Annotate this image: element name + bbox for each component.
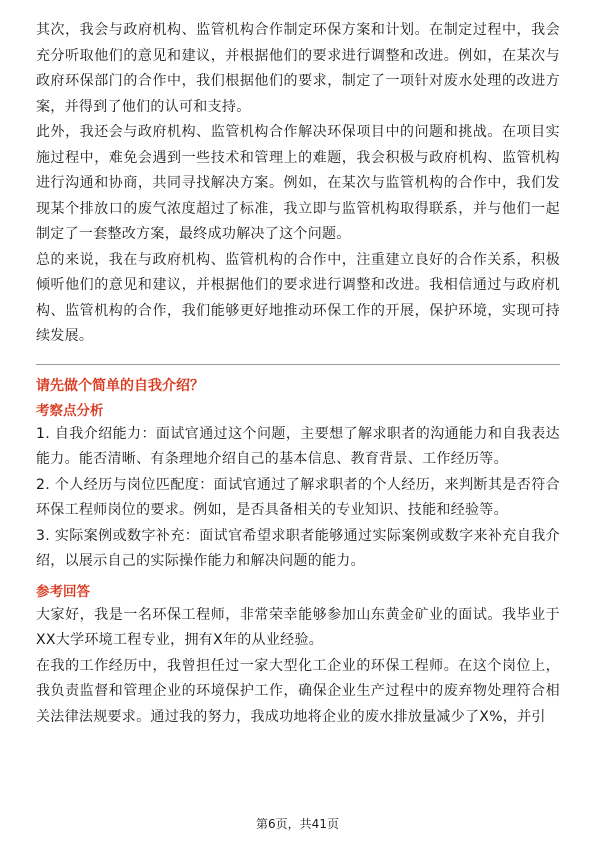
body-paragraph: 其次，我会与政府机构、监管机构合作制定环保方案和计划。在制定过程中，我会充分听取他们的意见和建议，并根据他们的要求进行调整和改进。例如，在某次与政府环保部门的合作中，我们根据他们的要求，制定了一项针对废水处理的改进方案，并得到了他们的认可和支持。	[36, 22, 560, 115]
document-page	[36, 18, 560, 730]
answer-heading: 参考回答	[36, 583, 90, 600]
analysis-heading: 考察点分析	[36, 402, 104, 419]
answer-paragraph: 在我的工作经历中，我曾担任过一家大型化工企业的环保工程师。在这个岗位上，我负责监督和管理企业的环境保护工作，确保企业生产过程中的废弃物处理符合相关法律法规要求。通过我的努力，我成功地将企业的废水排放量减少了X%，并引	[36, 657, 560, 725]
body-paragraph: 此外，我还会与政府机构、监管机构合作解决环保项目中的问题和挑战。在项目实施过程中，难免会遇到一些技术和管理上的难题，我会积极与政府机构、监管机构进行沟通和协商，共同寻找解决方案。例如，在某次与监管机构的合作中，我们发现某个排放口的废气浓度超过了标准，我立即与监管机构取得联系，并与他们一起制定了一套整改方案，最终成功解决了这个问题。	[36, 124, 560, 242]
answer-paragraph: 大家好，我是一名环保工程师，非常荣幸能够参加山东黄金矿业的面试。我毕业于XX大学环境工程专业，拥有X年的从业经验。	[36, 606, 560, 648]
analysis-item: 3. 实际案例或数字补充：面试官希望求职者能够通过实际案例或数字来补充自我介绍，以展示自己的实际操作能力和解决问题的能力。	[36, 527, 560, 569]
question-title: 请先做个简单的自我介绍？	[36, 377, 204, 394]
analysis-item: 2. 个人经历与岗位匹配度：面试官通过了解求职者的个人经历，来判断其是否符合环保工程师岗位的要求。例如，是否具备相关的专业知识、技能和经验等。	[36, 476, 560, 518]
analysis-item: 1. 自我介绍能力：面试官通过这个问题，主要想了解求职者的沟通能力和自我表达能力。能否清晰、有条理地介绍自己的基本信息、教育背景、工作经历等。	[36, 425, 560, 467]
page-number: 第6页，共41页	[256, 817, 339, 831]
section-divider	[36, 364, 560, 365]
body-paragraph: 总的来说，我在与政府机构、监管机构的合作中，注重建立良好的合作关系，积极倾听他们的意见和建议，并根据他们的要求进行调整和改进。我相信通过与政府机构、监管机构的合作，我们能够更好地推动环保工作的开展，保护环境，实现可持续发展。	[36, 251, 560, 344]
